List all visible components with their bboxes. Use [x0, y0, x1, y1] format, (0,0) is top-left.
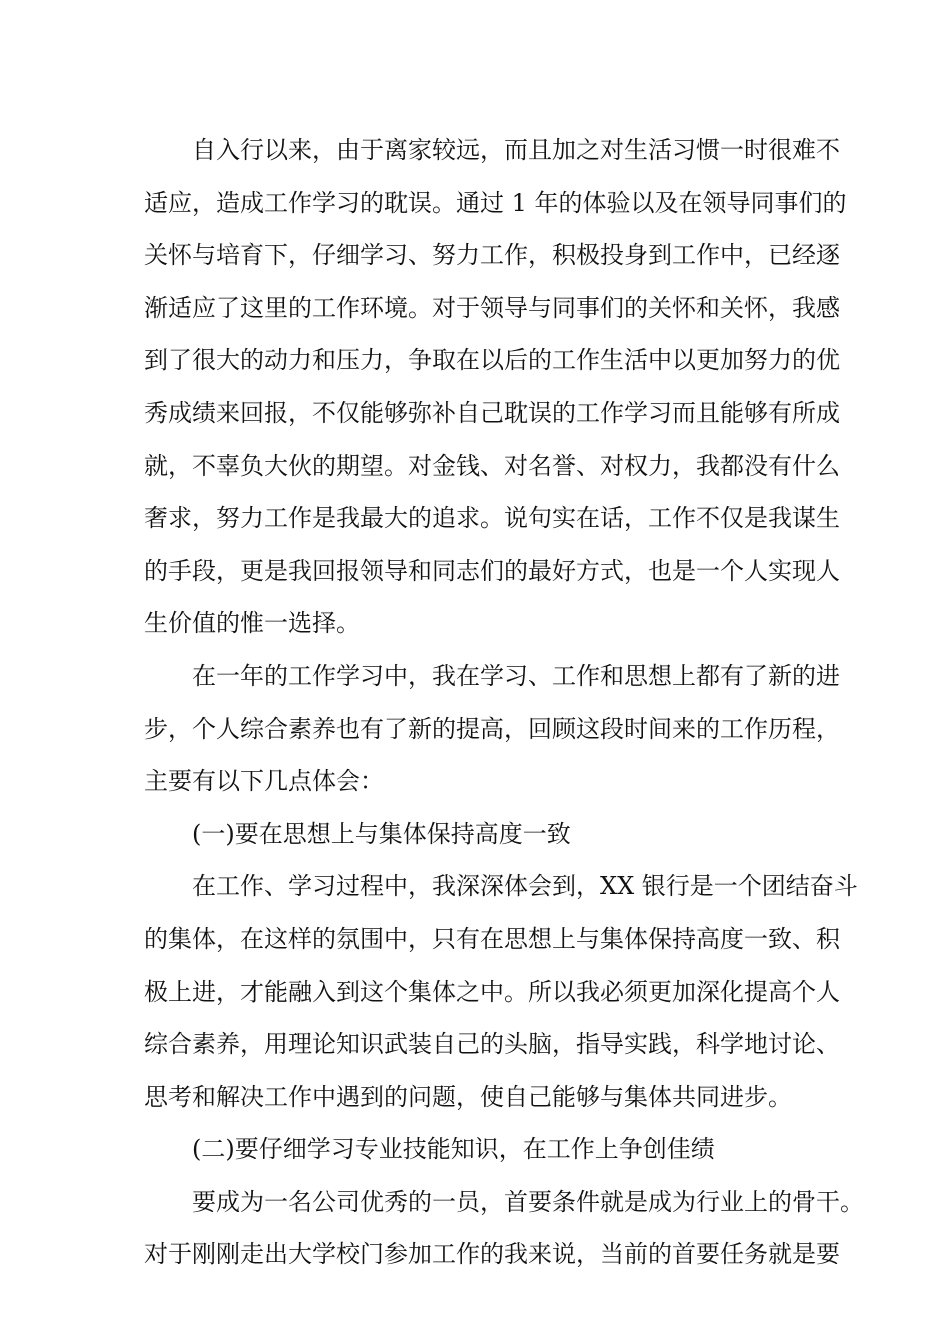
text-line: 渐适应了这里的工作环境。对于领导与同事们的关怀和关怀，我感	[144, 293, 840, 322]
text-line: 奢求，努力工作是我最大的追求。说句实在话，工作不仅是我谋生	[144, 504, 840, 533]
section-heading: (二)要仔细学习专业技能知识，在工作上争创佳绩	[192, 1135, 715, 1164]
text-line: 秀成绩来回报，不仅能够弥补自己耽误的工作学习而且能够有所成	[144, 398, 840, 427]
text-line: 关怀与培育下，仔细学习、努力工作，积极投身到工作中，已经逐	[144, 241, 840, 270]
text-line: 就，不辜负大伙的期望。对金钱、对名誉、对权力，我都没有什么	[144, 451, 840, 480]
text-line: 的集体，在这样的氛围中，只有在思想上与集体保持高度一致、积	[144, 924, 840, 953]
section-heading: (一)要在思想上与集体保持高度一致	[192, 819, 571, 848]
text-line: 主要有以下几点体会：	[144, 767, 384, 796]
text-line: 对于刚刚走出大学校门参加工作的我来说，当前的首要任务就是要	[144, 1240, 840, 1269]
text-line: 生价值的惟一选择。	[144, 609, 360, 638]
text-line: 的手段，更是我回报领导和同志们的最好方式，也是一个人实现人	[144, 556, 840, 585]
text-line: 思考和解决工作中遇到的问题，使自己能够与集体共同进步。	[144, 1082, 792, 1111]
text-line: 综合素养，用理论知识武装自己的头脑，指导实践，科学地讨论、	[144, 1030, 840, 1059]
body-text	[144, 124, 864, 1281]
text-line: 到了很大的动力和压力，争取在以后的工作生活中以更加努力的优	[144, 346, 840, 375]
text-line: 步，个人综合素养也有了新的提高，回顾这段时间来的工作历程，	[144, 714, 840, 743]
text-line: 在一年的工作学习中，我在学习、工作和思想上都有了新的进	[192, 661, 840, 690]
text-line: 自入行以来，由于离家较远，而且加之对生活习惯一时很难不	[192, 136, 840, 164]
text-line: 在工作、学习过程中，我深深体会到，XX 银行是一个团结奋斗	[192, 872, 858, 901]
text-line: 要成为一名公司优秀的一员，首要条件就是成为行业上的骨干。	[192, 1187, 864, 1216]
text-line: 极上进，才能融入到这个集体之中。所以我必须更加深化提高个人	[144, 977, 840, 1006]
text-line: 适应，造成工作学习的耽误。通过 1 年的体验以及在领导同事们的	[144, 188, 847, 217]
